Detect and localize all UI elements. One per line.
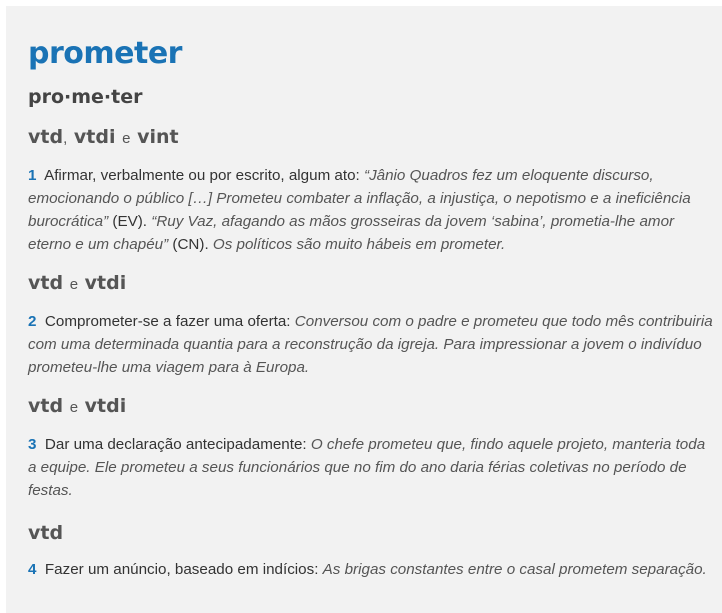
sense-3 [28, 433, 714, 502]
sense-example: “Ruy Vaz, afagando as mãos grosseiras da jovem ‘sabina’, prometia-lhe amor eterno e um chapéu” [28, 213, 675, 253]
sense-example: O chefe prometeu que, findo aquele projeto, manteria toda a equipe. Ele prometeu a seus funcionários que no fim do ano daria férias coletivas no período de festas. [28, 436, 706, 499]
sense-number: 2 [28, 313, 37, 330]
syllabification: pro·me·ter [28, 86, 143, 108]
grammar-tag-vtd: vtd [28, 522, 64, 544]
sense-1 [28, 164, 714, 256]
grammar-tag-vtdi: vtdi [84, 272, 127, 294]
grammar-class-3 [28, 393, 714, 421]
sense-number: 3 [28, 436, 37, 453]
sense-number: 4 [28, 561, 37, 578]
sense-4 [28, 558, 714, 581]
grammar-class-1 [28, 124, 714, 152]
grammar-conjunction: e [122, 130, 131, 147]
grammar-conjunction: e [69, 276, 79, 293]
sense-2 [28, 310, 714, 379]
grammar-tag-vtdi: vtdi [84, 395, 127, 417]
sense-definition: Dar uma declaração antecipadamente: [44, 436, 307, 453]
grammar-tag-vtd: vtd [28, 272, 64, 294]
sense-example: Os políticos são muito hábeis em prometer. [212, 236, 506, 253]
sense-example: “Jânio Quadros fez um eloquente discurso, emocionando o público […] Prometeu combater a inflação, a injustiça, o nepotismo e a ineficiência burocrática” [28, 167, 691, 230]
grammar-comma: , [63, 130, 68, 147]
sense-definition: Comprometer-se a fazer uma oferta: [44, 313, 291, 330]
grammar-conjunction: e [69, 399, 79, 416]
sense-definition: Afirmar, verbalmente ou por escrito, algum ato: [44, 167, 360, 184]
grammar-tag-vtd: vtd [28, 395, 64, 417]
sense-definition: Fazer um anúncio, baseado em indícios: [44, 561, 319, 578]
sense-number: 1 [28, 167, 37, 184]
grammar-tag-vtdi: vtdi [73, 126, 116, 148]
grammar-tag-vtd: vtd [28, 126, 64, 148]
example-source: (CN). [172, 236, 209, 253]
grammar-class-2 [28, 270, 714, 298]
sense-example: Conversou com o padre e prometeu que todo mês contribuiria com uma determinada quantia para a reconstrução da igreja. Para impressionar a jovem o indivíduo prometeu-lhe uma viagem para à Europa. [28, 313, 713, 376]
grammar-tag-vint: vint [137, 126, 179, 148]
example-source: (EV). [112, 213, 148, 230]
sense-example: As brigas constantes entre o casal prometem separação. [322, 561, 707, 578]
headword-title: prometer [28, 36, 182, 71]
grammar-class-4 [28, 520, 714, 546]
dictionary-entry-panel [6, 6, 722, 613]
